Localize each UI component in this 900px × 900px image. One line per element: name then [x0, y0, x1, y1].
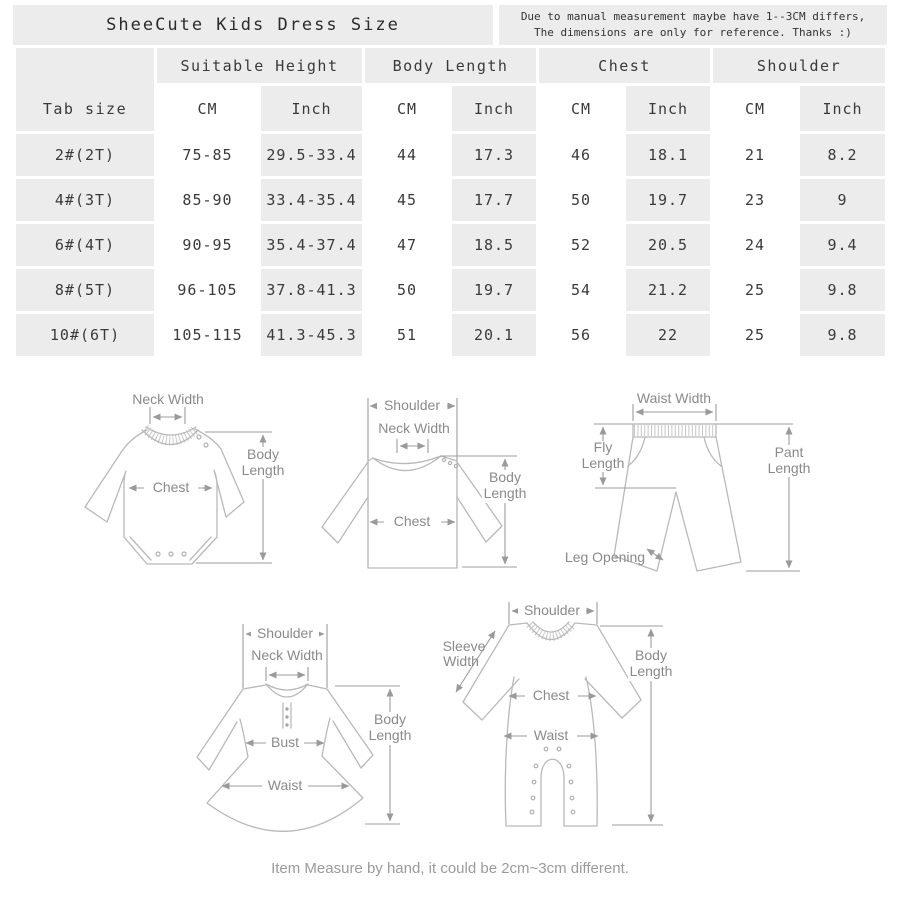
svg-text:Length: Length [581, 455, 625, 471]
cell: 56 [539, 314, 623, 356]
title-bar [13, 5, 887, 45]
dress-body-length-label: Body [374, 711, 406, 727]
group-body-length: Body Length [365, 48, 536, 83]
unit-cell: CM [539, 86, 623, 131]
tshirt-diagram [322, 397, 529, 568]
pants-fly-length-label: Fly [593, 439, 613, 455]
group-chest: Chest [539, 48, 710, 83]
table-row [16, 134, 885, 176]
svg-text:Length: Length [368, 727, 412, 743]
cell: 50 [539, 179, 623, 221]
romper-shoulder-label: Shoulder [523, 602, 581, 618]
cell: 96-105 [157, 269, 258, 311]
cell: 52 [539, 224, 623, 266]
romper-sleeve-width-label: Sleeve [442, 638, 486, 654]
cell: 37.8-41.3 [261, 269, 362, 311]
cell-tab-size: 10#(6T) [16, 314, 154, 356]
cell: 9.8 [800, 314, 885, 356]
size-table [13, 45, 888, 359]
tshirt-chest-label: Chest [393, 513, 431, 529]
unit-cell: CM [713, 86, 797, 131]
cell: 21 [713, 134, 797, 176]
cell: 22 [626, 314, 710, 356]
dress-bust-label: Bust [270, 734, 300, 750]
cell: 50 [365, 269, 449, 311]
cell: 33.4-35.4 [261, 179, 362, 221]
cell: 18.5 [452, 224, 536, 266]
cell: 47 [365, 224, 449, 266]
cell: 20.5 [626, 224, 710, 266]
cell-tab-size: 8#(5T) [16, 269, 154, 311]
cell: 51 [365, 314, 449, 356]
table-row [16, 269, 885, 311]
tshirt-shoulder-label: Shoulder [383, 397, 441, 413]
pants-leg-opening-label: Leg Opening [564, 549, 646, 565]
table-row [16, 314, 885, 356]
cell: 8.2 [800, 134, 885, 176]
bodysuit-diagram [85, 391, 287, 564]
bodysuit-outline [85, 429, 244, 564]
cell: 75-85 [157, 134, 258, 176]
cell: 20.1 [452, 314, 536, 356]
dress-shoulder-label: Shoulder [256, 625, 314, 641]
cell: 9.8 [800, 269, 885, 311]
cell: 9.4 [800, 224, 885, 266]
bodysuit-body-length-label: Body [247, 446, 279, 462]
dress-waist-label: Waist [267, 777, 303, 793]
cell: 105-115 [157, 314, 258, 356]
cell-tab-size: 4#(3T) [16, 179, 154, 221]
cell: 35.4-37.4 [261, 224, 362, 266]
cell: 23 [713, 179, 797, 221]
cell-tab-size: 2#(2T) [16, 134, 154, 176]
bodysuit-chest-label: Chest [152, 479, 190, 495]
note-line-2: The dimensions are only for reference. Thanks :) [534, 26, 852, 39]
corner-tab-size-label: Tab size [16, 48, 154, 131]
unit-cell: CM [365, 86, 449, 131]
cell: 25 [713, 269, 797, 311]
cell: 17.3 [452, 134, 536, 176]
size-table-container [13, 45, 887, 359]
romper-body-length-label: Body [635, 647, 667, 663]
pants-waist-width-label: Waist Width [636, 390, 712, 406]
table-row [16, 179, 885, 221]
unit-cell: Inch [452, 86, 536, 131]
cell: 90-95 [157, 224, 258, 266]
measurement-diagrams [0, 380, 900, 880]
pants-pant-length-label: Pant [774, 444, 804, 460]
page-title: SheeCute Kids Dress Size [13, 5, 493, 45]
bodysuit-neck-width-label: Neck Width [132, 391, 204, 407]
unit-cell: Inch [626, 86, 710, 131]
table-row [16, 224, 885, 266]
romper-chest-label: Chest [532, 687, 570, 703]
group-shoulder: Shoulder [713, 48, 885, 83]
svg-text:Length: Length [241, 462, 285, 478]
cell: 45 [365, 179, 449, 221]
footer-note: Item Measure by hand, it could be 2cm~3cm different. [271, 860, 629, 877]
cell: 24 [713, 224, 797, 266]
cell: 46 [539, 134, 623, 176]
cell: 54 [539, 269, 623, 311]
note-line-1: Due to manual measurement maybe have 1--3CM differs, [520, 10, 866, 24]
cell: 9 [800, 179, 885, 221]
tshirt-body-length-label: Body [489, 469, 521, 485]
table-group-header-row [16, 48, 885, 83]
cell-tab-size: 6#(4T) [16, 224, 154, 266]
romper-diagram [443, 602, 675, 826]
dress-diagram [197, 624, 414, 831]
svg-text:Length: Length [629, 663, 673, 679]
cell: 44 [365, 134, 449, 176]
svg-text:Length: Length [483, 485, 527, 501]
unit-cell: Inch [261, 86, 362, 131]
cell: 19.7 [626, 179, 710, 221]
measurement-note [499, 5, 887, 45]
unit-cell: Inch [800, 86, 885, 131]
dress-neck-width-label: Neck Width [251, 647, 323, 663]
cell: 17.7 [452, 179, 536, 221]
cell: 41.3-45.3 [261, 314, 362, 356]
pants-diagram [565, 390, 813, 571]
tshirt-neck-width-label: Neck Width [378, 420, 450, 436]
cell: 19.7 [452, 269, 536, 311]
group-suitable-height: Suitable Height [157, 48, 362, 83]
cell: 25 [713, 314, 797, 356]
cell: 18.1 [626, 134, 710, 176]
svg-text:Length: Length [767, 460, 811, 476]
romper-waist-label: Waist [533, 727, 569, 743]
cell: 21.2 [626, 269, 710, 311]
cell: 29.5-33.4 [261, 134, 362, 176]
cell: 85-90 [157, 179, 258, 221]
unit-cell: CM [157, 86, 258, 131]
svg-text:Width: Width [443, 653, 479, 669]
